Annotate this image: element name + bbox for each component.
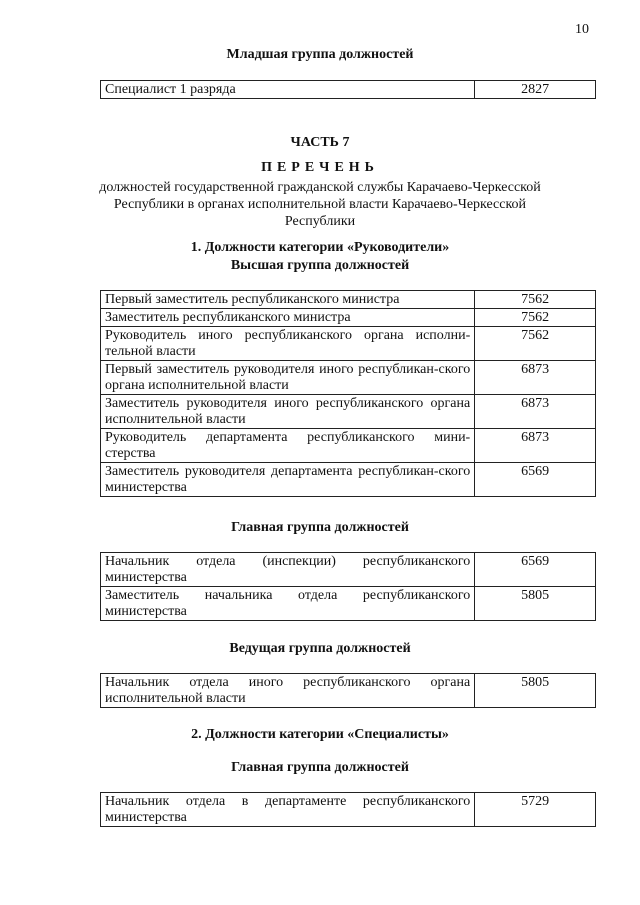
leading-group-table: [100, 673, 596, 708]
position-value: 6569: [475, 553, 596, 587]
position-name: Заместитель руководителя иного республиканского органа исполнительной власти: [101, 395, 475, 429]
position-name: Заместитель начальника отдела республиканского министерства: [101, 587, 475, 621]
category2-main-group-title: Главная группа должностей: [231, 760, 409, 775]
description-line: должностей государственной гражданской службы Карачаево-Черкесской: [99, 180, 541, 195]
table-row: [101, 291, 596, 309]
list-title: ПЕРЕЧЕНЬ: [261, 160, 379, 175]
position-name: Начальник отдела в департаменте республиканского министерства: [101, 793, 475, 827]
table-row: [101, 429, 596, 463]
table-row: [101, 793, 596, 827]
junior-group-table: [100, 80, 596, 99]
position-name: Первый заместитель руководителя иного республикан-ского органа исполнительной власти: [101, 361, 475, 395]
category2-main-table: [100, 792, 596, 827]
description-line: Республики: [284, 214, 356, 229]
position-value: 7562: [475, 309, 596, 327]
highest-group-table: [100, 290, 596, 497]
position-value: 6873: [475, 395, 596, 429]
position-name: Начальник отдела (инспекции) республиканского министерства: [101, 553, 475, 587]
position-value: 2827: [475, 81, 596, 99]
position-value: 7562: [475, 291, 596, 309]
position-name: Начальник отдела иного республиканского органа исполнительной власти: [101, 674, 475, 708]
position-value: 5805: [475, 587, 596, 621]
table-row: [101, 327, 596, 361]
position-name: Заместитель руководителя департамента республикан-ского министерства: [101, 463, 475, 497]
category1-title: 1. Должности категории «Руководители»: [190, 240, 450, 255]
position-name: Заместитель республиканского министра: [101, 309, 475, 327]
table-row: [101, 309, 596, 327]
table-row: [101, 553, 596, 587]
position-name: Руководитель департамента республиканского мини-стерства: [101, 429, 475, 463]
table-row: [101, 81, 596, 99]
description-line: Республики в органах исполнительной власти Карачаево-Черкесской: [113, 197, 527, 212]
part-title: ЧАСТЬ 7: [290, 135, 350, 150]
list-description: [60, 179, 580, 230]
page-number: 10: [575, 22, 589, 37]
category2-title: 2. Должности категории «Специалисты»: [191, 727, 449, 742]
position-value: 6873: [475, 361, 596, 395]
position-name: Руководитель иного республиканского органа исполни-тельной власти: [101, 327, 475, 361]
table-row: [101, 463, 596, 497]
position-value: 6569: [475, 463, 596, 497]
table-row: [101, 395, 596, 429]
leading-group-title: Ведущая группа должностей: [229, 641, 411, 656]
main-group-title: Главная группа должностей: [231, 520, 409, 535]
main-group-table: [100, 552, 596, 621]
table-row: [101, 674, 596, 708]
table-row: [101, 361, 596, 395]
junior-group-title: Младшая группа должностей: [226, 47, 414, 62]
position-value: 5805: [475, 674, 596, 708]
position-value: 6873: [475, 429, 596, 463]
table-row: [101, 587, 596, 621]
position-value: 5729: [475, 793, 596, 827]
position-value: 7562: [475, 327, 596, 361]
position-name: Первый заместитель республиканского министра: [101, 291, 475, 309]
highest-group-title: Высшая группа должностей: [230, 258, 410, 273]
position-name: Специалист 1 разряда: [101, 81, 475, 99]
